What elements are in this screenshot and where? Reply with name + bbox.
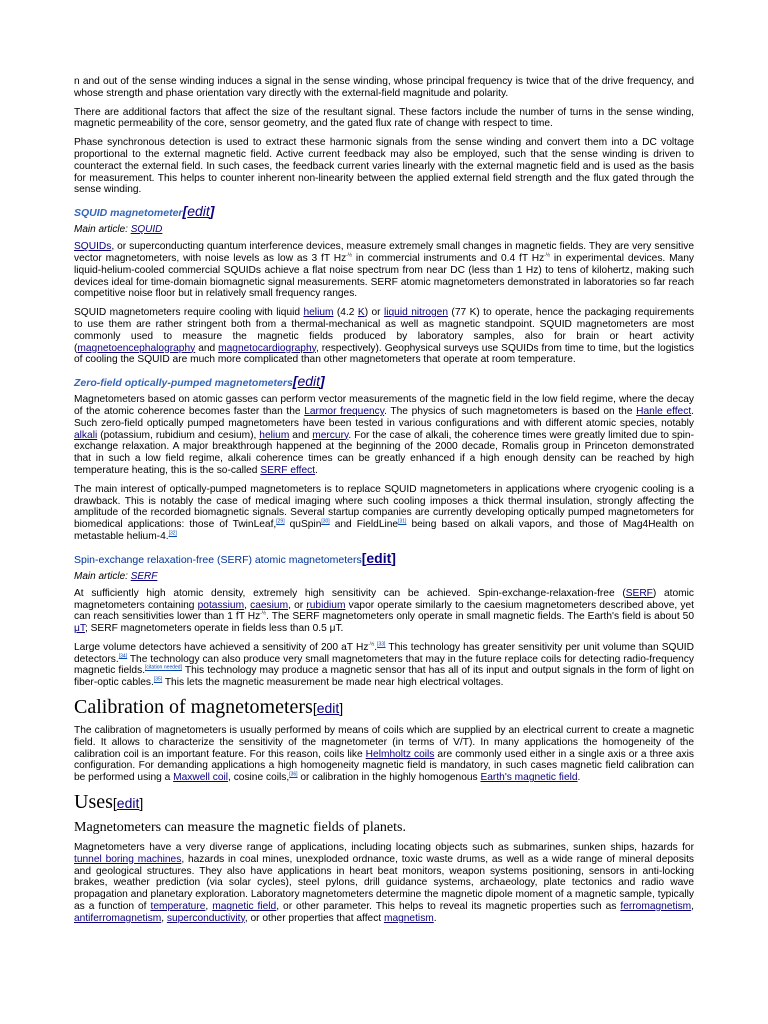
link-larmor-frequency[interactable]: Larmor frequency	[304, 405, 385, 417]
link-potassium[interactable]: potassium	[197, 599, 245, 611]
squid-main-link[interactable]: SQUID	[130, 224, 163, 236]
link-magnetic-field[interactable]: magnetic field	[212, 901, 277, 913]
text: and	[289, 429, 313, 441]
text: The main interest of optically-pumped magnetometers is to replace SQUID magnetometers in applications where cryogenic cooling is a drawback. This is notably the case of medical imaging where such cooling imposes a thick thermal insulation, strongly affecting the amplitude of the recorded biomagnetic signals. Several startup companies are currently developing optically pumped magnetometers for biomedical applications: those of TwinLeaf,	[74, 483, 694, 531]
link-earths-magnetic-field[interactable]: Earth's magnetic field	[480, 772, 578, 784]
link-tunnel-boring-machines[interactable]: tunnel boring machines	[74, 853, 182, 865]
paragraph-uses	[74, 842, 694, 925]
link-ferromagnetism[interactable]: ferromagnetism	[620, 901, 692, 913]
text: This lets the magnetic measurement be made near high electrical voltages.	[162, 677, 504, 689]
edit-link-uses[interactable]: edit	[116, 795, 140, 812]
text: ,	[205, 901, 213, 913]
paragraph-fluxgate-1	[74, 76, 694, 100]
link-helium[interactable]: helium	[259, 429, 290, 441]
text: (potassium, rubidium and cesium),	[97, 429, 260, 441]
text: ,	[161, 912, 167, 924]
zero-field-heading	[74, 373, 694, 389]
paragraph-zero-field-1	[74, 394, 694, 477]
link-rubidium[interactable]: rubidium	[306, 599, 346, 611]
text: in commercial instruments and 0.4 fT Hz	[352, 252, 545, 264]
paragraph-serf-1	[74, 588, 694, 635]
uses-subheading: Magnetometers can measure the magnetic fields of planets.	[74, 820, 406, 836]
text: The technology can also produce very small magnetometers that may in the future replace coils for detecting radio-frequency magnetic fields.	[74, 653, 694, 677]
uses-heading	[74, 791, 694, 814]
text: , hazards in coal mines, unexploded ordnance, toxic waste drums, as well as a wide range of mineral deposits and geological structures. They also have applications in heart beat monitors, weapon systems positioning, sensors in anti-locking brakes, weather prediction (via solar cycles), steel pylons, drill guidance systems, archaeology, plate tectonics and radio wave propagation and planetary exploration. Laboratory magnetometers determine the magnetic dipole moment of a magnetic sample, typically as a function of	[74, 853, 694, 913]
main-article-squid	[74, 224, 694, 235]
text: , or other properties that affect	[244, 912, 384, 924]
main-article-label: Main article:	[74, 570, 131, 582]
text: are commonly used either in a single axis or a three axis configuration. For demanding applications a high homogeneity magnetic field is mandatory, in such cases magnetic field calibration can be performed using a	[74, 748, 694, 784]
link-mercury[interactable]: mercury	[312, 429, 349, 441]
paragraph-squid-1	[74, 241, 694, 300]
link-magnetocardiography[interactable]: magnetocardiography	[218, 342, 316, 354]
link-squids[interactable]: SQUIDs	[74, 241, 112, 253]
text: This technology may produce a magnetic sensor that has all of its input and output signals in the form of light on fiber-optic cables.	[74, 665, 695, 689]
text: , or superconducting quantum interference devices, measure extremely small changes in magnetic fields. They are very sensitive vector magnetometers, with noise levels as low as 3 fT Hz	[74, 241, 694, 264]
reference-link[interactable]: [31]	[398, 518, 407, 525]
link-temperature[interactable]: temperature	[150, 901, 206, 913]
edit-link-serf[interactable]: edit	[366, 549, 392, 566]
bracket: [	[112, 795, 117, 812]
text: ) or	[364, 307, 384, 319]
reference-link[interactable]: [33]	[377, 641, 386, 648]
link-caesium[interactable]: caesium	[250, 599, 289, 611]
link-liquid-nitrogen[interactable]: liquid nitrogen	[383, 307, 449, 319]
reference-link[interactable]: [29]	[276, 518, 285, 525]
link-serf[interactable]: SERF	[625, 587, 653, 599]
link-maxwell-coil[interactable]: Maxwell coil	[173, 772, 229, 784]
serf-main-link[interactable]: SERF	[130, 570, 158, 582]
text: The calibration of magnetometers is usually performed by means of coils which are supplied by an electrical current to create a magnetic field. It allows to characterize the sensitivity of the magnetometer (in terms of V/T). In many applications the homogeneity of the calibration coil is an important feature. For this reason, coils like	[74, 725, 694, 760]
text: .	[315, 464, 318, 476]
text: ; SERF magnetometers operate in fields less than 0.5 μT.	[84, 623, 344, 635]
text: , or	[288, 599, 307, 611]
text: This technology has greater sensitivity per unit volume than SQUID detectors.	[74, 641, 694, 665]
superscript: -½	[260, 610, 267, 617]
edit-link-calibration[interactable]: edit	[316, 700, 340, 717]
text: Large volume detectors have achieved a sensitivity of 200 aT Hz	[74, 641, 369, 653]
link-antiferromagnetism[interactable]: antiferromagnetism	[74, 912, 162, 924]
text: . The physics of such magnetometers is based on the	[384, 405, 637, 417]
text: . For the case of alkali, the coherence times were greatly limited due to spin-exchange relaxation. A major breakthrough happened at the beginning of the 2000 decade, Romalis group in Princeton demonstrated that in such a low field regime, alkali coherence times can be greatly enhanced if a high enough density can be reached by high temperature heating, this is the so-called	[74, 429, 694, 476]
link-hanle-effect[interactable]: Hanle effect	[636, 405, 692, 417]
edit-link-zero-field[interactable]: edit	[297, 373, 321, 390]
main-article-label: Main article:	[74, 224, 131, 236]
paragraph-zero-field-2	[74, 484, 694, 543]
text: .	[577, 772, 581, 784]
bracket: [	[312, 700, 317, 717]
text: and	[195, 342, 219, 354]
text: (4.2	[333, 307, 358, 319]
squid-heading-text: SQUID magnetometer	[74, 207, 183, 220]
link-alkali[interactable]: alkali	[74, 429, 98, 441]
bracket: ]	[320, 373, 325, 390]
text: quSpin	[284, 519, 322, 531]
text: ) atomic magnetometers containing	[74, 587, 694, 611]
serf-heading-text: Spin-exchange relaxation-free (SERF) atomic magnetometers	[74, 553, 362, 566]
uses-heading-text: Uses	[74, 791, 113, 814]
link-helium[interactable]: helium	[303, 307, 334, 319]
text: SQUID magnetometers require cooling with liquid	[74, 307, 304, 319]
text: .	[433, 912, 437, 924]
text: n and out of the sense winding induces a signal in the sense winding, whose principal frequency is twice that of the drive frequency, and whose strength and phase orientation vary directly with the external-field magnitude and polarity.	[74, 76, 694, 99]
paragraph-squid-2	[74, 307, 694, 366]
superscript: -½	[368, 641, 375, 648]
link-magnetoencephalography[interactable]: magnetoencephalography	[77, 342, 196, 354]
text: .	[374, 641, 378, 653]
text: ,	[244, 599, 251, 611]
serf-heading	[74, 550, 694, 566]
bracket: [	[182, 203, 188, 220]
zero-field-heading-text: Zero-field optically-pumped magnetometers	[74, 377, 293, 390]
bracket: ]	[209, 203, 215, 220]
text: , respectively). Geophysical surveys use SQUIDs from time to time, but the logistics of cooling the SQUID are much more complicated than other magnetometers that operate at room temperature.	[74, 342, 694, 366]
text: . Such zero-field optically pumped magnetometers have been tested in various configurations and with different atomic species, notably	[74, 405, 694, 429]
bracket: [	[361, 549, 367, 566]
paragraph-fluxgate-2	[74, 107, 694, 131]
text: Magnetometers have a very diverse range of applications, including locating objects such as submarines, sunken ships, hazards for	[74, 842, 694, 854]
paragraph-fluxgate-3	[74, 137, 694, 196]
text: or calibration in the highly homogenous	[297, 772, 481, 784]
reference-link[interactable]: [36]	[289, 771, 298, 778]
superscript: -½	[544, 252, 551, 259]
text: being based on alkali vapors, and those of Mag4Health on metastable helium-4.	[74, 519, 694, 542]
text: Phase synchronous detection is used to extract these harmonic signals from the sense winding and convert them into a DC voltage proportional to the external magnetic field. Active current feedback may also be employed, such that the sense winding is driven to counteract the external field. In such cases, the feedback current varies linearly with the external magnetic field and is used as the basis for measurement. This helps to counter inherent non-linearity between the applied external field strength and the flux gated through the sense winding.	[74, 137, 694, 196]
text: ,	[691, 901, 695, 913]
text: (77 K) to operate, hence the packaging requirements to use them are rather stringent both from a thermal-mechanical as well as magnetic standpoint. SQUID magnetometers are most commonly used to measure the magnetic fields produced by laboratory samples, also for brain or heart activity (	[74, 307, 694, 354]
paragraph-calibration	[74, 725, 694, 784]
link-helmholtz-coils[interactable]: Helmholtz coils	[365, 748, 435, 760]
article-body	[74, 76, 694, 932]
text: Magnetometers based on atomic gasses can perform vector measurements of the magnetic field in the low field regime, where the decay of the atomic coherence becomes faster than the	[74, 394, 694, 417]
calibration-heading	[74, 696, 694, 719]
citation-needed-link[interactable]: [citation needed]	[145, 665, 182, 672]
reference-link[interactable]: [32]	[168, 530, 177, 537]
link-superconductivity[interactable]: superconductivity	[166, 912, 245, 924]
bracket: ]	[139, 795, 144, 812]
link-serf-effect[interactable]: SERF effect	[260, 464, 316, 476]
text: At sufficiently high atomic density, extremely high sensitivity can be achieved. Spin-exchange-relaxation-free (	[74, 587, 626, 599]
text: There are additional factors that affect the size of the resultant signal. These factors include the number of turns in the sense winding, magnetic permeability of the core, sensor geometry, and the gated flux rate of change with respect to time.	[74, 106, 694, 130]
bracket: ]	[391, 549, 396, 566]
bracket: [	[292, 373, 298, 390]
squid-heading	[74, 203, 694, 219]
reference-link[interactable]: [30]	[321, 518, 330, 525]
text: , cosine coils,	[228, 772, 290, 784]
text: and FieldLine	[329, 519, 399, 531]
link-kelvin[interactable]: K	[357, 307, 365, 319]
calibration-heading-text: Calibration of magnetometers	[74, 696, 313, 719]
bracket: ]	[339, 700, 344, 717]
superscript: -½	[346, 252, 353, 259]
main-article-serf	[74, 571, 694, 582]
reference-link[interactable]: [35]	[153, 676, 163, 683]
paragraph-serf-2	[74, 642, 694, 689]
edit-link-squid[interactable]: edit	[187, 203, 210, 220]
text: . The SERF magnetometers only operate in small magnetic fields. The Earth's field is about 50	[266, 611, 694, 623]
text: vapor operate similarly to the caesium magnetometers described above, yet can reach sensitivities lower than 1 fT Hz	[74, 599, 694, 623]
link-magnetism[interactable]: magnetism	[383, 912, 434, 924]
text: , or other parameter. This helps to reveal its magnetic properties such as	[276, 901, 621, 913]
link-microtesla[interactable]: μT	[74, 623, 85, 635]
reference-link[interactable]: [34]	[118, 653, 128, 660]
text: in experimental devices. Many liquid-helium-cooled commercial SQUIDs achieve a flat noise spectrum from near DC (less than 1 Hz) to tens of kilohertz, making such devices ideal for time-domain biomagnetic signal measurements. SERF atomic magnetometers demonstrated in laboratories so far reach competitive noise floor but in relatively small frequency ranges.	[74, 252, 695, 300]
